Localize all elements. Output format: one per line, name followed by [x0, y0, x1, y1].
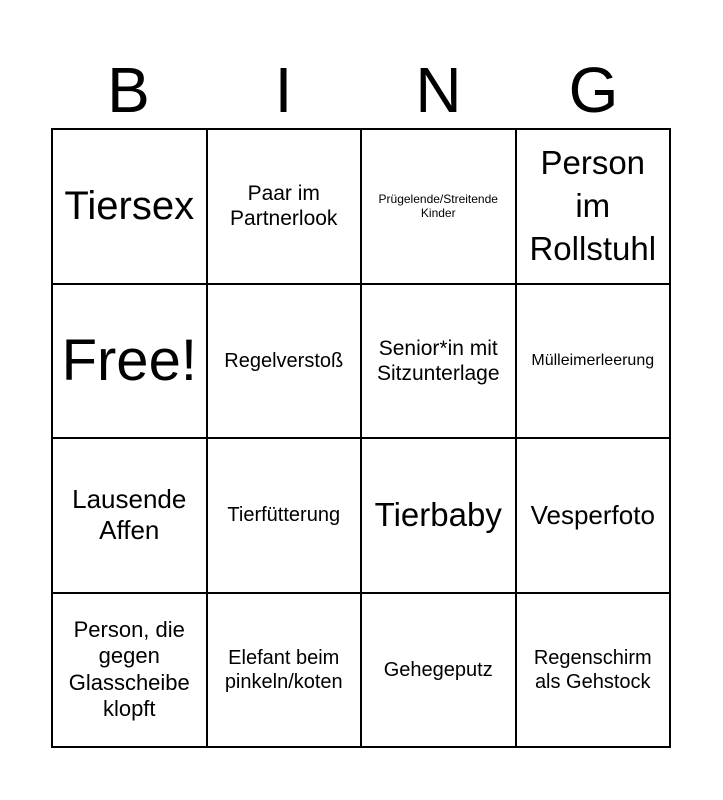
bingo-cell[interactable] — [208, 594, 363, 749]
bingo-cell[interactable] — [53, 439, 208, 594]
cell-label: Tierbaby — [374, 495, 502, 533]
bingo-header — [51, 52, 671, 128]
cell-label: Regenschirm als Gehstock — [533, 646, 652, 693]
bingo-cell[interactable] — [53, 594, 208, 749]
header-letter-b: B — [107, 54, 150, 126]
cell-label: Regelverstoß — [224, 349, 344, 372]
cell-label: Tiersex — [64, 184, 195, 229]
bingo-cell[interactable] — [362, 594, 517, 749]
cell-label: Person im Rollstuhl — [529, 143, 657, 267]
cell-label: Gehegeputz — [383, 658, 493, 681]
cell-label: Free! — [61, 327, 197, 393]
cell-label: Prügelende/Streitende Kinder — [378, 191, 498, 221]
cell-label: Paar im Partnerlook — [230, 182, 338, 231]
cell-label: Senior*in mit Sitzunterlage — [376, 336, 500, 385]
cell-label: Vesperfoto — [530, 499, 655, 530]
cell-label: Tierfütterung — [227, 504, 341, 527]
header-letter-i: I — [274, 54, 293, 126]
bingo-cell[interactable] — [208, 130, 363, 285]
bingo-cell[interactable] — [517, 439, 672, 594]
bingo-cell[interactable] — [208, 285, 363, 440]
bingo-cell[interactable] — [362, 285, 517, 440]
bingo-cell[interactable] — [517, 594, 672, 749]
bingo-cell[interactable] — [517, 130, 672, 285]
header-letter-g: G — [568, 54, 619, 126]
bingo-cell[interactable] — [362, 439, 517, 594]
bingo-cell[interactable] — [362, 130, 517, 285]
bingo-cell[interactable] — [208, 439, 363, 594]
cell-label: Elefant beim pinkeln/koten — [224, 646, 343, 693]
bingo-board — [51, 128, 671, 748]
cell-label: Person, die gegen Glasscheibe klopft — [68, 616, 190, 722]
bingo-cell[interactable] — [53, 130, 208, 285]
cell-label: Lausende Affen — [72, 484, 187, 546]
free-space[interactable] — [53, 285, 208, 440]
cell-label: Mülleimerleerung — [531, 352, 655, 370]
header-letter-n: N — [415, 54, 462, 126]
bingo-cell[interactable] — [517, 285, 672, 440]
